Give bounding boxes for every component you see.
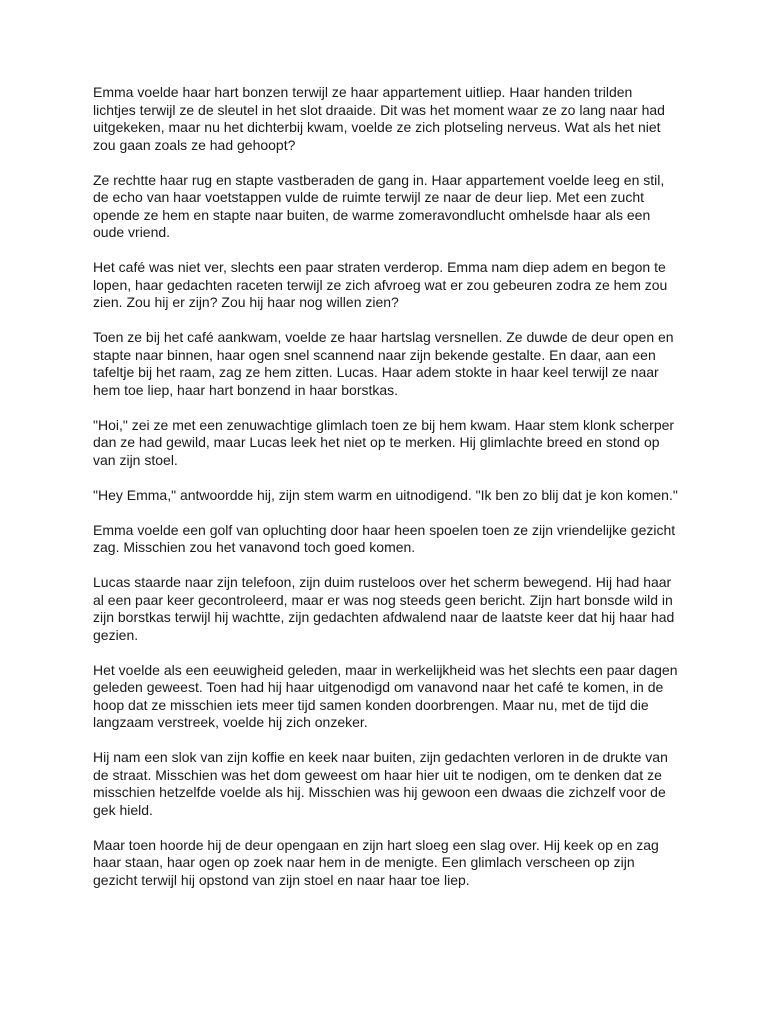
document-body [93, 84, 678, 907]
paragraph: "Hey Emma," antwoordde hij, zijn stem warm en uitnodigend. "Ik ben zo blij dat je kon komen." [93, 486, 678, 503]
paragraph: Emma voelde haar hart bonzen terwijl ze haar appartement uitliep. Haar handen trilden lichtjes terwijl ze de sleutel in het slot draaide. Dit was het moment waar ze zo lang naar had uitgekeken, maar nu het dichterbij kwam, voelde ze zich plotseling nerveus. Wat als het niet zou gaan zoals ze had gehoopt? [93, 84, 665, 153]
paragraph: Lucas staarde naar zijn telefoon, zijn duim rusteloos over het scherm bewegend. Hij had haar al een paar keer gecontroleerd, maar er was nog steeds geen bericht. Zijn hart bonsde wild in zijn borstkas terwijl hij wachtte, zijn gedachten afdwalend naar de laatste keer dat hij haar had gezien. [93, 574, 675, 643]
paragraph: Emma voelde een golf van opluchting door haar heen spoelen toen ze zijn vriendelijke gezicht zag. Misschien zou het vanavond toch goed komen. [93, 521, 676, 555]
paragraph: Het café was niet ver, slechts een paar straten verderop. Emma nam diep adem en begon te lopen, haar gedachten raceten terwijl ze zich afvroeg wat er zou gebeuren zodra ze hem zou zien. Zou hij er zijn? Zou hij haar nog willen zien? [93, 259, 668, 310]
paragraph: "Hoi," zei ze met een zenuwachtige glimlach toen ze bij hem kwam. Haar stem klonk scherper dan ze had gewild, maar Lucas leek het niet op te merken. Hij glimlachte breed en stond op van zijn stoel. [93, 416, 675, 468]
paragraph: Het voelde als een eeuwigheid geleden, maar in werkelijkheid was het slechts een paar dagen geleden geweest. Toen had hij haar uitgenodigd om vanavond naar het café te komen, in de hoop dat ze misschien iets meer tijd samen konden doorbrengen. Maar nu, met de tijd die langzaam verstreek, voelde hij zich onzeker. [93, 661, 678, 730]
paragraph: Toen ze bij het café aankwam, voelde ze haar hartslag versnellen. Ze duwde de deur open en stapte naar binnen, haar ogen snel scannend naar zijn bekende gestalte. En daar, aan een tafeltje bij het raam, zag ze hem zitten. Lucas. Haar adem stokte in haar keel terwijl ze naar hem toe liep, haar hart bonzend in haar borstkas. [93, 329, 674, 398]
paragraph: Maar toen hoorde hij de deur opengaan en zijn hart sloeg een slag over. Hij keek op en zag haar staan, haar ogen op zoek naar hem in de menigte. Een glimlach verscheen op zijn gezicht terwijl hij opstond van zijn stoel en naar haar toe liep. [93, 836, 659, 888]
paragraph: Hij nam een slok van zijn koffie en keek naar buiten, zijn gedachten verloren in de drukte van de straat. Misschien was het dom geweest om haar hier uit te nodigen, om te denken dat ze misschien hetzelfde voelde als hij. Misschien was hij gewoon een dwaas die zichzelf voor de gek hield. [93, 749, 668, 818]
paragraph: Ze rechtte haar rug en stapte vastberaden de gang in. Haar appartement voelde leeg en stil, de echo van haar voetstappen vulde de ruimte terwijl ze naar de deur liep. Met een zucht opende ze hem en stapte naar buiten, de warme zomeravondlucht omhelsde haar als een oude vriend. [93, 171, 665, 240]
